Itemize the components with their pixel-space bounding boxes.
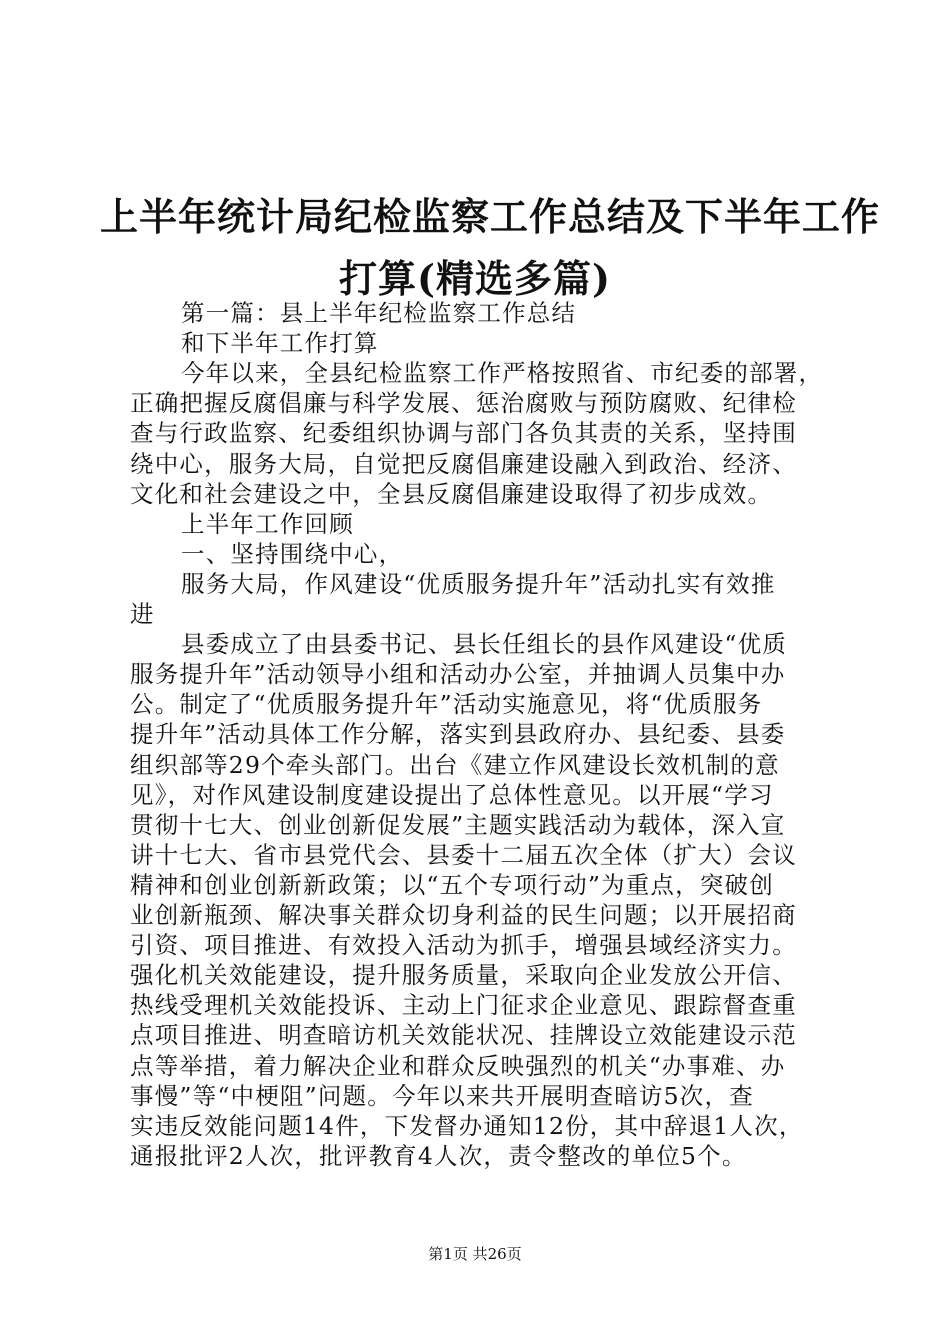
body-line: 今年以来，全县纪检监察工作严格按照省、市纪委的部署， [181, 359, 824, 388]
page-footer: 第1页 共26页 [428, 1245, 522, 1263]
body-line: 事慢”等“中梗阻”问题。今年以来共开展明查暗访5次，查 [130, 1081, 754, 1110]
body-line: 业创新瓶颈、解决事关群众切身利益的民生问题；以开展招商 [130, 901, 797, 929]
body-line: 正确把握反腐倡廉与科学发展、惩治腐败与预防腐败、纪律检 [130, 389, 797, 418]
body-line: 查与行政监察、纪委组织协调与部门各负其责的关系，坚持围 [130, 419, 797, 448]
body-line: 和下半年工作打算 [181, 329, 379, 358]
body-line: 绕中心，服务大局，自觉把反腐倡廉建设融入到政治、经济、 [130, 449, 797, 478]
body-line: 上半年工作回顾 [181, 509, 354, 538]
body-line: 点项目推进、明查暗访机关效能状况、挂牌设立效能建设示范 [130, 1021, 797, 1050]
body-line: 县委成立了由县委书记、县长任组长的县作风建设“优质 [181, 630, 788, 659]
body-line: 通报批评2人次，批评教育4人次，责令整改的单位5个。 [130, 1141, 747, 1170]
body-line: 组织部等29个牵头部门。出台《建立作风建设长效机制的意 [130, 750, 780, 779]
body-line: 精神和创业创新新政策；以“五个专项行动”为重点，突破创 [130, 870, 774, 899]
body-line: 一、坚持围绕中心， [181, 539, 404, 568]
body-line: 强化机关效能建设，提升服务质量，采取向企业发放公开信、 [130, 961, 797, 990]
body-line: 第一篇：县上半年纪检监察工作总结 [181, 299, 577, 327]
body-line: 公。制定了“优质服务提升年”活动实施意见，将“优质服务 [130, 690, 763, 719]
document-title-line-2: 打算(精选多篇) [339, 256, 611, 301]
body-line: 服务提升年”活动领导小组和活动办公室，并抽调人员集中办 [130, 660, 786, 689]
body-line: 实违反效能问题14件，下发督办通知12份，其中辞退1人次， [130, 1111, 804, 1140]
body-line: 贯彻十七大、创业创新促发展”主题实践活动为载体，深入宣 [130, 810, 786, 839]
body-line: 提升年”活动具体工作分解，落实到县政府办、县纪委、县委 [130, 720, 786, 749]
body-line: 服务大局，作风建设“优质服务提升年”活动扎实有效推 [181, 569, 776, 598]
body-line: 文化和社会建设之中，全县反腐倡廉建设取得了初步成效。 [130, 479, 773, 508]
document-title-line-1: 上半年统计局纪检监察工作总结及下半年工作 [100, 194, 881, 239]
body-line: 点等举措，着力解决企业和群众反映强烈的机关“办事难、办 [130, 1051, 786, 1080]
body-line: 讲十七大、省市县党代会、县委十二届五次全体（扩大）会议 [130, 840, 797, 869]
body-line: 热线受理机关效能投诉、主动上门征求企业意见、跟踪督查重 [130, 991, 797, 1020]
body-line: 见》，对作风建设制度建设提出了总体性意见。以开展“学习 [130, 780, 774, 809]
body-line: 进 [130, 600, 155, 628]
body-line: 引资、项目推进、有效投入活动为抓手，增强县域经济实力。 [130, 931, 797, 960]
